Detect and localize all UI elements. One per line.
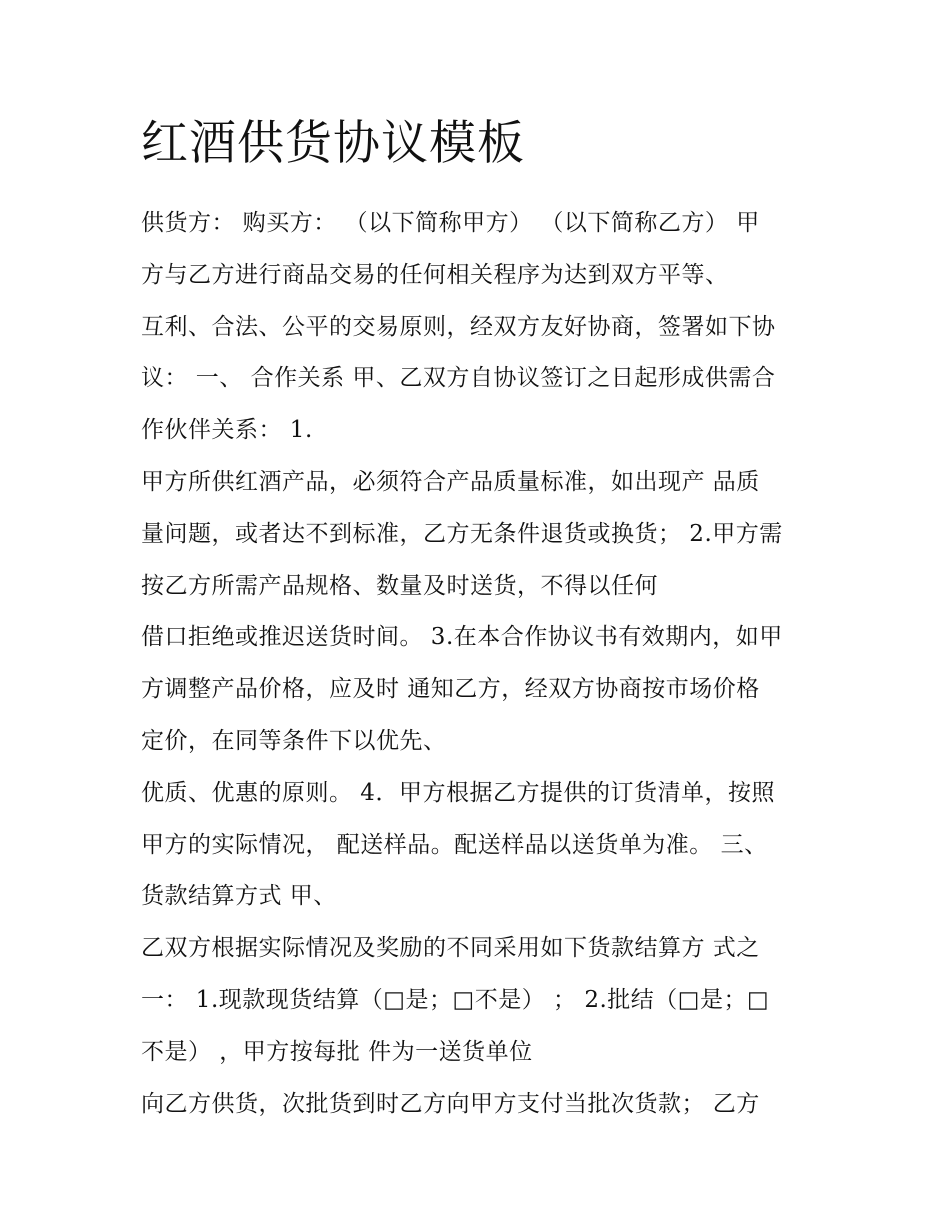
- body-line: 货款结算方式 甲、: [141, 883, 337, 910]
- document-title: 红酒供货协议模板: [141, 116, 525, 171]
- body-line: 甲方所供红酒产品，必须符合产品质量标准，如出现产 品质: [141, 468, 760, 495]
- body-line: 供货方： 购买方： （以下简称甲方） （以下简称乙方） 甲: [141, 210, 760, 236]
- body-line: 方调整产品价格，应及时 通知乙方，经双方协商按市场价格: [141, 676, 760, 703]
- body-line: 不是） ，甲方按每批 件为一送货单位: [141, 1038, 533, 1065]
- body-line: 甲方的实际情况， 配送样品。配送样品以送货单为准。 三、: [141, 831, 768, 858]
- body-line: 互利、合法、公平的交易原则，经双方友好协商，签署如下协: [141, 313, 776, 340]
- body-line: 作伙伴关系： 1.: [141, 417, 313, 444]
- document-body: [141, 198, 821, 1130]
- body-line: 议： 一、 合作关系 甲、乙双方自协议签订之日起形成供需合: [141, 365, 776, 392]
- body-line: 优质、优惠的原则。 4．甲方根据乙方提供的订货清单，按照: [141, 779, 775, 806]
- body-line: 借口拒绝或推迟送货时间。 3.在本合作协议书有效期内，如甲: [141, 624, 783, 651]
- body-line: 按乙方所需产品规格、数量及时送货，不得以任何: [141, 572, 658, 599]
- body-line: 定价，在同等条件下以优先、: [141, 727, 447, 754]
- body-line: 向乙方供货，次批货到时乙方向甲方支付当批次货款； 乙方: [141, 1090, 760, 1117]
- body-line: 方与乙方进行商品交易的任何相关程序为达到双方平等、: [141, 261, 729, 288]
- body-line: 一： 1.现款现货结算（□是；□不是） ； 2.批结（□是；□: [141, 986, 770, 1013]
- body-line: 量问题，或者达不到标准，乙方无条件退货或换货； 2.甲方需: [141, 520, 783, 547]
- body-line: 乙双方根据实际情况及奖励的不同采用如下货款结算方 式之: [141, 935, 760, 962]
